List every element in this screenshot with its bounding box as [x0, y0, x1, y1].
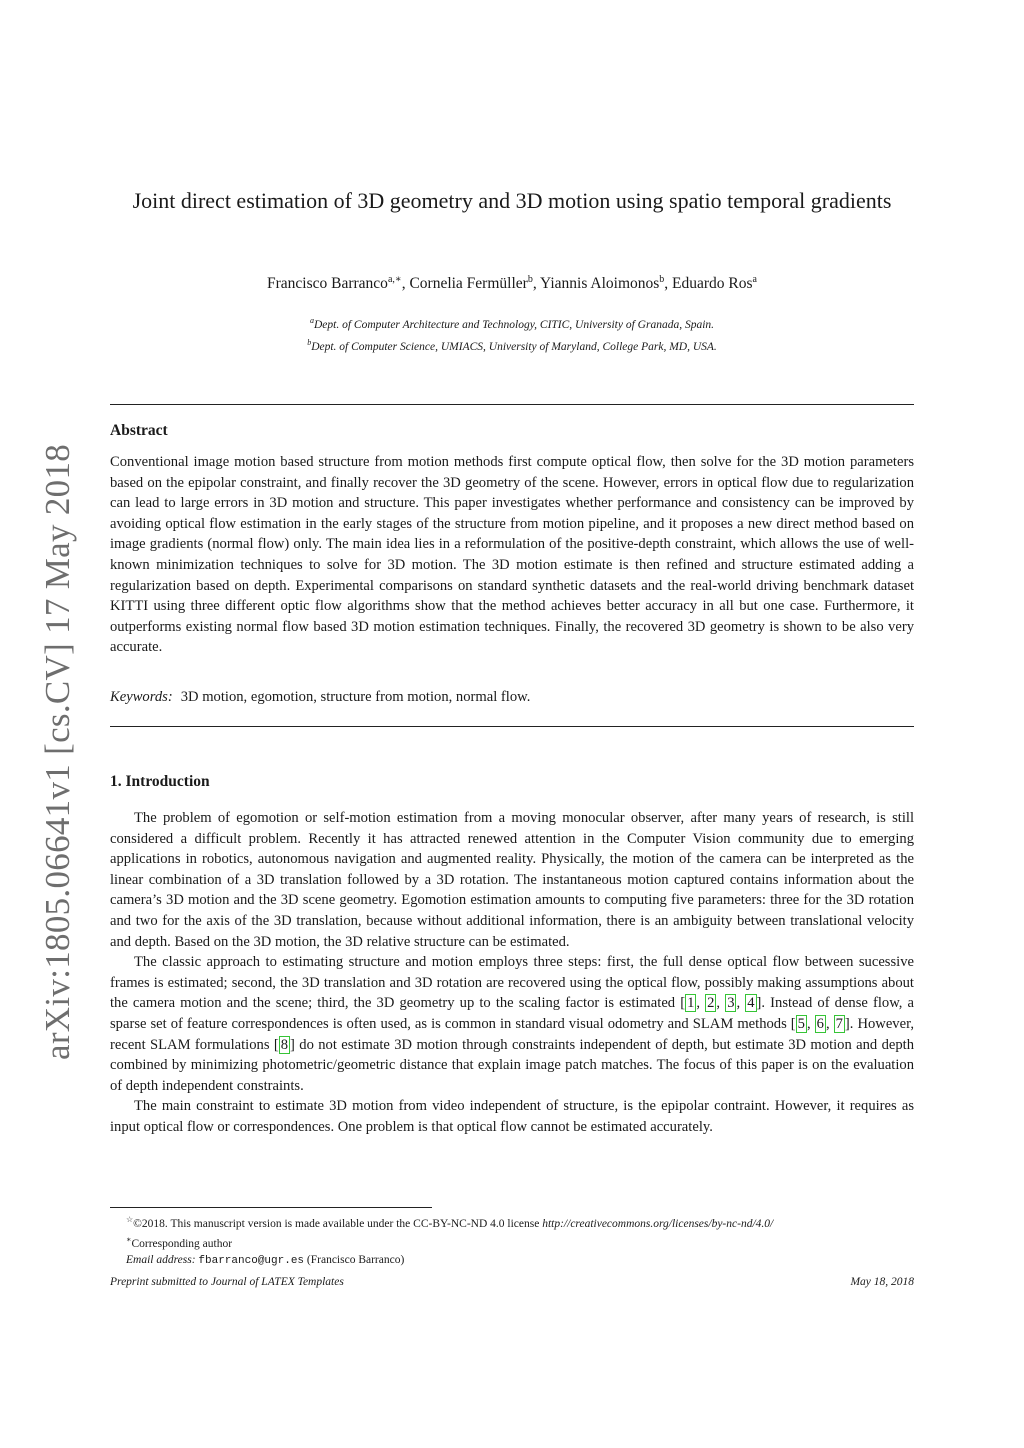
abstract-top-rule	[110, 404, 914, 405]
affiliation	[110, 334, 914, 356]
affiliation-text: Dept. of Computer Architecture and Technology, CITIC, University of Granada, Spain.	[313, 318, 715, 331]
paragraph-text: ]. However, recent SLAM formulations [	[110, 1015, 915, 1053]
affiliation-text: Dept. of Computer Science, UMIACS, University of Maryland, College Park, MD, USA.	[311, 340, 717, 353]
citation-link[interactable]: 8	[280, 1036, 289, 1053]
author-separator: ,	[532, 275, 540, 293]
author-affil-mark: b	[527, 274, 533, 285]
email-label: Email address:	[126, 1253, 196, 1266]
author-name: Eduardo Ros	[672, 275, 753, 293]
author-affil-mark: a	[752, 274, 757, 285]
paragraph-text: ] do not estimate 3D motion through constraints independent of depth, but estimate 3D motion and depth combined by minimizing photometric/geometric distance that explain image patch matches. The focus of this paper is on the evaluation of depth independent constraints.	[110, 1036, 914, 1094]
citation-link[interactable]: 7	[835, 1015, 843, 1032]
footnotes	[110, 1212, 914, 1269]
keywords	[110, 689, 914, 706]
paragraph: The main constraint to estimate 3D motion from video independent of structure, is the epipolar contraint. However, it requires as input optical flow or correspondences. One problem is that optical flow cannot be estimated accurately.	[110, 1098, 914, 1135]
affiliations	[110, 312, 914, 356]
author-affil-mark: b	[659, 274, 665, 285]
abstract-heading: Abstract	[110, 422, 168, 439]
corresponding-text: Corresponding author	[131, 1237, 233, 1250]
footnote-rule	[110, 1207, 432, 1208]
footnote-mark: ∗	[126, 1234, 132, 1244]
email-link[interactable]: fbarranco@ugr.es	[198, 1254, 305, 1267]
author-separator: ,	[664, 275, 673, 293]
paper-title: Joint direct estimation of 3D geometry and 3D motion using spatio temporal gradients	[132, 188, 892, 213]
paragraph: The classic approach to estimating structure and motion employs three steps: first, the full dense optical flow between sucessive frames is estimated; second, the 3D translation and 3D rotation are recovered using the optical flow, possibly making assumptions about the camera motion and the scene; third, the 3D geometry up to the scaling factor is estimated [ 1 , 2 , 3 , 4 ]. Instead of dense flow, a sparse set of feature correspondences is often used, as is common in standard visual odometry and SLAM methods [ 5 , 6 , 7 ]. However, recent SLAM formulations [ 8 ] do not estimate 3D motion through constraints independent of depth, but estimate 3D motion and depth combined by minimizing photometric/geometric distance that explain image patch matches. The focus of this paper is on the evaluation of depth independent constraints.	[110, 954, 915, 1094]
keywords-label: Keywords:	[110, 689, 173, 705]
footer-date: May 18, 2018	[850, 1276, 914, 1288]
keywords-text: 3D motion, egomotion, structure from motion, normal flow.	[180, 689, 531, 705]
author-list	[110, 274, 914, 293]
abstract-bottom-rule	[110, 726, 914, 727]
email-owner: (Francisco Barranco)	[306, 1253, 405, 1266]
footnote-mark: ☆	[126, 1215, 134, 1224]
section-heading-introduction: 1. Introduction	[110, 773, 210, 790]
paragraph: The problem of egomotion or self-motion estimation from a moving monocular observer, after many years of research, is still considered a difficult problem. Recently it has attracted renewed attention in the Computer Vision community due to emerging applications in robotics, autonomous navigation and augmented reality. Physically, the motion of the camera can be interpreted as the linear combination of a 3D translation followed by a 3D rotation. The instantaneous motion captured contains information about the camera’s 3D motion and the 3D scene geometry. Egomotion estimation amounts to computing five parameters: three for the 3D rotation and two for the axis of the 3D translation, because without additional information, there is an ambiguity between translational velocity and depth. Based on the 3D motion, the 3D relative structure can be estimated.	[110, 810, 914, 950]
footnote-license	[110, 1212, 914, 1232]
citation-link[interactable]: 4	[747, 995, 755, 1012]
citation-link[interactable]: 1	[687, 995, 695, 1012]
footer-journal: Preprint submitted to Journal of LATEX Templates	[110, 1276, 344, 1288]
author-affil-mark: a,∗	[387, 274, 402, 285]
author-name: Yiannis Aloimonos	[540, 275, 660, 293]
footnote-corresponding	[110, 1232, 914, 1252]
paragraph-text: ]. Instead of dense flow, a sparse set of feature correspondences is often used, as is common in standard visual odometry and SLAM methods [	[110, 995, 915, 1032]
license-text: ©2018. This manuscript version is made available under the CC-BY-NC-ND 4.0 license	[133, 1217, 540, 1230]
citation-link[interactable]: 6	[816, 1015, 824, 1032]
citation-link[interactable]: 5	[797, 1015, 805, 1032]
introduction-body	[110, 808, 914, 1138]
paragraph-text: The classic approach to estimating structure and motion employs three steps: first, the full dense optical flow between sucessive frames is estimated; second, the 3D translation and 3D rotation are recovered using the optical flow, possibly making assumptions about the camera motion and the scene; third, the 3D geometry up to the scaling factor is estimated [	[110, 954, 914, 1012]
citation-link[interactable]: 3	[727, 995, 735, 1012]
footnote-email	[110, 1252, 914, 1269]
affiliation-mark: b	[307, 337, 312, 347]
arxiv-stamp: arXiv:1805.06641v1 [cs.CV] 17 May 2018	[38, 443, 77, 1060]
citation-link[interactable]: 2	[707, 995, 715, 1012]
abstract-body: Conventional image motion based structure from motion methods first compute optical flow, then solve for the 3D motion parameters based on the epipolar constraint, and finally recover the 3D geometry of the scene. However, errors in optical flow due to regularization can lead to large errors in 3D motion and structure. This paper investigates whether performance and consistency can be improved by avoiding optical flow estimation in the early stages of the structure from motion pipeline, and it proposes a new direct method based on image gradients (normal flow) only. The main idea lies in a reformulation of the positive-depth constraint, which allows the use of well-known minimization techniques to solve for 3D motion. The 3D motion estimate is then refined and structure estimated adding a regularization based on depth. Experimental comparisons on standard synthetic datasets and the real-world driving benchmark dataset KITTI using three different optic flow algorithms show that the method achieves better accuracy in all but one case. Furthermore, it outperforms existing normal flow based 3D motion estimation techniques. Finally, the recovered 3D geometry is shown to be also very accurate.	[110, 454, 914, 656]
author-name: Francisco Barranco	[267, 275, 388, 293]
affiliation-mark: a	[309, 316, 314, 325]
author-name: Cornelia Fermüller	[409, 275, 528, 293]
license-link[interactable]: http://creativecommons.org/licenses/by-nc-nd/4.0/	[542, 1217, 774, 1230]
affiliation	[110, 312, 914, 334]
author-separator: ,	[401, 275, 410, 293]
